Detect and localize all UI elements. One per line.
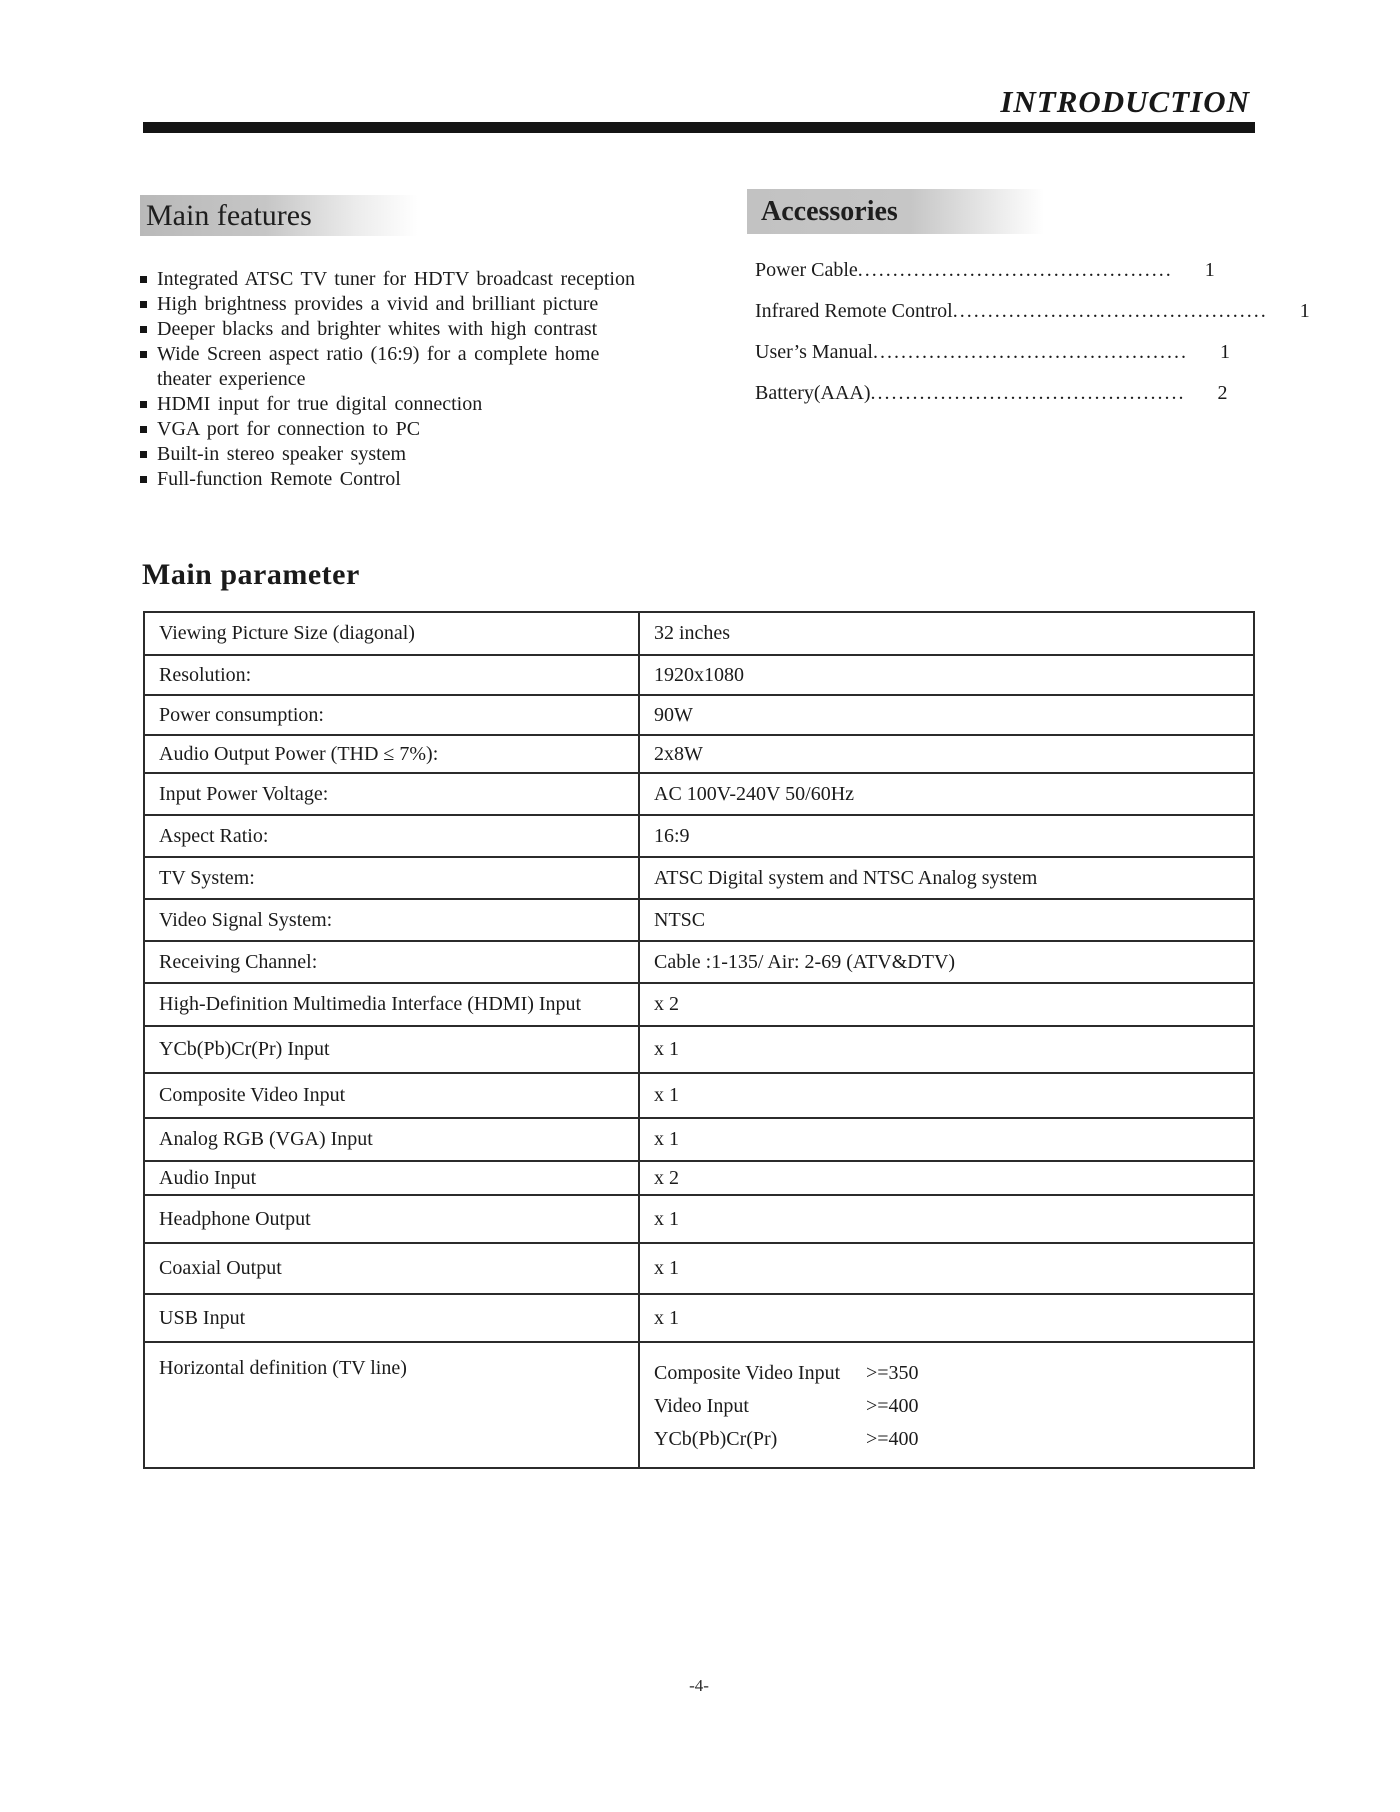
param-label-cell: YCb(Pb)Cr(Pr) Input — [145, 1027, 640, 1072]
table-row — [145, 1025, 1253, 1072]
accessory-label: Infrared Remote Control — [755, 300, 953, 322]
param-value-cell: ATSC Digital system and NTSC Analog system — [654, 866, 1038, 889]
param-label-cell: Resolution: — [145, 656, 640, 694]
param-value-cell: 2x8W — [654, 742, 703, 765]
table-row — [145, 694, 1253, 734]
header-divider-bar — [143, 122, 1255, 133]
horizontal-definition-value: >=400 — [866, 1395, 919, 1417]
param-value-cell — [640, 1343, 1253, 1467]
accessory-label: User’s Manual — [755, 341, 873, 363]
param-value-cell: 1920x1080 — [654, 663, 744, 686]
param-label-cell: Coaxial Output — [145, 1244, 640, 1293]
dotted-leader: ............................................. — [857, 259, 1173, 281]
table-row — [145, 613, 1253, 654]
param-label-cell: Receiving Channel: — [145, 942, 640, 982]
main-features-list — [140, 267, 640, 492]
dotted-leader: ............................................. — [870, 382, 1186, 404]
accessories-list — [755, 250, 1310, 414]
page-title: INTRODUCTION — [1000, 84, 1250, 119]
param-value-cell: 16:9 — [654, 824, 690, 847]
table-row — [145, 734, 1253, 772]
param-label-cell: Video Signal System: — [145, 900, 640, 940]
horizontal-definition-name: Composite Video Input — [654, 1362, 841, 1384]
feature-item: Built-in stereo speaker system — [140, 442, 640, 467]
table-row — [145, 1194, 1253, 1242]
param-value-cell: x 2 — [654, 993, 679, 1015]
feature-item: Deeper blacks and brighter whites with high contrast — [140, 317, 640, 342]
param-value-cell: x 2 — [654, 1166, 679, 1189]
accessory-item — [755, 373, 1228, 414]
horizontal-definition-line — [654, 1423, 1253, 1456]
param-value-cell: Cable :1-135/ Air: 2-69 (ATV&DTV) — [654, 950, 956, 973]
table-row — [145, 940, 1253, 982]
table-row — [145, 772, 1253, 814]
param-value-cell: AC 100V-240V 50/60Hz — [654, 782, 855, 805]
accessories-heading: Accessories — [747, 189, 1044, 234]
param-label-cell: Composite Video Input — [145, 1074, 640, 1117]
accessory-item — [755, 250, 1215, 291]
param-label-cell: Aspect Ratio: — [145, 816, 640, 856]
horizontal-definition-name: YCb(Pb)Cr(Pr) — [654, 1428, 778, 1450]
accessory-label: Power Cable — [755, 259, 858, 281]
page-number: -4- — [689, 1676, 709, 1695]
table-row — [145, 1160, 1253, 1194]
param-label-cell: Viewing Picture Size (diagonal) — [145, 613, 640, 654]
param-value-cell: 32 inches — [654, 622, 731, 644]
table-row — [145, 856, 1253, 898]
param-label-cell: High-Definition Multimedia Interface (HDMI) Input — [145, 984, 640, 1025]
main-parameter-heading: Main parameter — [142, 558, 360, 591]
horizontal-definition-line — [654, 1357, 1253, 1390]
param-label-cell: USB Input — [145, 1295, 640, 1341]
param-label-cell: Power consumption: — [145, 696, 640, 734]
feature-item: VGA port for connection to PC — [140, 417, 640, 442]
param-value-cell: x 1 — [654, 1207, 679, 1230]
main-features-heading: Main features — [140, 195, 418, 236]
accessory-quantity: 1 — [1204, 259, 1215, 281]
param-value-cell: NTSC — [654, 908, 706, 931]
param-value-cell: x 1 — [654, 1038, 679, 1060]
table-row — [145, 1242, 1253, 1293]
param-label-cell: TV System: — [145, 858, 640, 898]
dotted-leader: ............................................. — [872, 341, 1188, 363]
feature-item: Wide Screen aspect ratio (16:9) for a complete home — [140, 342, 640, 367]
param-label-cell: Audio Output Power (THD ≤ 7%): — [145, 736, 640, 772]
param-label-cell: Horizontal definition (TV line) — [145, 1343, 640, 1467]
table-row — [145, 814, 1253, 856]
param-label-cell: Input Power Voltage: — [145, 774, 640, 814]
table-row — [145, 1341, 1253, 1467]
feature-item: Full-function Remote Control — [140, 467, 640, 492]
param-value-cell: x 1 — [654, 1257, 679, 1279]
param-value-cell: x 1 — [654, 1128, 679, 1150]
accessory-item — [755, 291, 1310, 332]
horizontal-definition-value: >=350 — [866, 1362, 919, 1384]
table-row — [145, 1293, 1253, 1341]
accessory-quantity: 1 — [1219, 341, 1230, 363]
accessory-quantity: 1 — [1299, 300, 1310, 322]
feature-item: Integrated ATSC TV tuner for HDTV broadcast reception — [140, 267, 640, 292]
table-row — [145, 898, 1253, 940]
feature-item: High brightness provides a vivid and brilliant picture — [140, 292, 640, 317]
accessory-label: Battery(AAA) — [755, 382, 871, 404]
param-value-cell: x 1 — [654, 1306, 679, 1329]
horizontal-definition-name: Video Input — [654, 1395, 749, 1417]
horizontal-definition-value: >=400 — [866, 1428, 919, 1450]
param-label-cell: Analog RGB (VGA) Input — [145, 1119, 640, 1160]
table-row — [145, 1072, 1253, 1117]
table-row — [145, 654, 1253, 694]
param-label-cell: Headphone Output — [145, 1196, 640, 1242]
horizontal-definition-line — [654, 1390, 1253, 1423]
dotted-leader: ............................................. — [952, 300, 1268, 322]
param-value-cell: 90W — [654, 703, 693, 726]
param-value-cell: x 1 — [654, 1084, 679, 1106]
parameter-table — [143, 611, 1255, 1469]
accessory-quantity: 2 — [1217, 382, 1228, 404]
param-label-cell: Audio Input — [145, 1162, 640, 1194]
accessory-item — [755, 332, 1230, 373]
feature-item: HDMI input for true digital connection — [140, 392, 640, 417]
feature-item-continued: theater experience — [157, 368, 306, 390]
table-row — [145, 1117, 1253, 1160]
table-row — [145, 982, 1253, 1025]
